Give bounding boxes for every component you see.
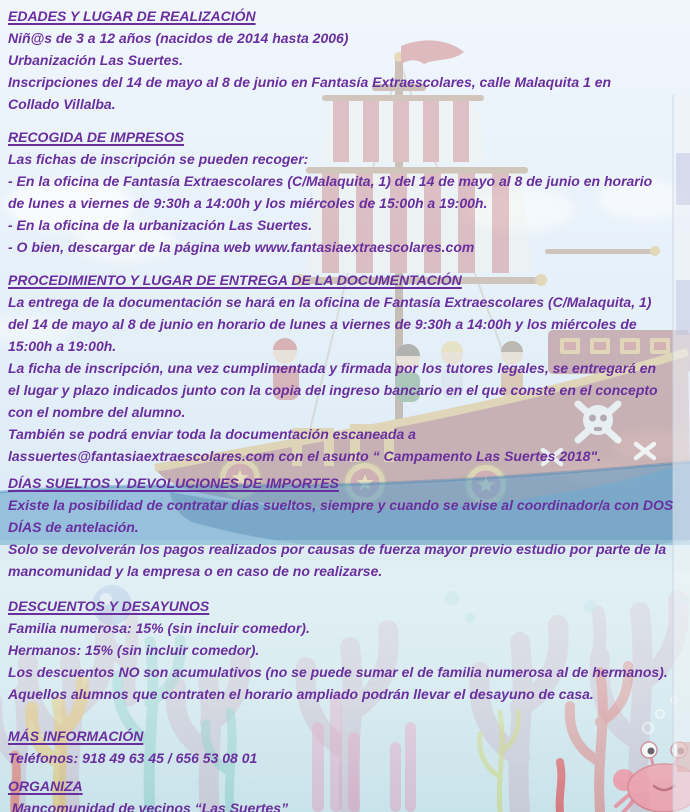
section-heading: MÁS INFORMACIÓN: [8, 728, 144, 744]
text-line: de lunes a viernes de 9:30h a 14:00h y los miércoles de 15:00h a 19:00h.: [8, 195, 488, 211]
section-mas-informacion: [8, 725, 682, 769]
section-heading: PROCEDIMIENTO Y LUGAR DE ENTREGA DE LA DOCUMENTACIÓN: [8, 272, 462, 288]
text-line: lassuertes@fantasiaextraescolares.com con el asunto “ Campamento Las Suertes 2018".: [8, 448, 601, 464]
text-line: con el nombre del alumno.: [8, 404, 186, 420]
text-line: Los descuentos NO son acumulativos (no se puede sumar el de familia numerosa al de hermanos).: [8, 664, 668, 680]
text-line: La entrega de la documentación se hará en la oficina de Fantasía Extraescolares (C/Malaquita, 1): [8, 294, 652, 310]
text-line: Hermanos: 15% (sin incluir comedor).: [8, 642, 260, 658]
text-line: - En la oficina de la urbanización Las Suertes.: [8, 217, 313, 233]
text-line: el lugar y plazo indicados junto con la copia del ingreso bancario en el que conste en el concepto: [8, 382, 658, 398]
text-line: Aquellos alumnos que contraten el horario ampliado podrán llevar el desayuno de casa.: [8, 686, 594, 702]
text-line: También se podrá enviar toda la documentación escaneada a: [8, 426, 416, 442]
text-line: Urbanización Las Suertes.: [8, 52, 184, 68]
section-recogida: [8, 126, 682, 258]
section-heading: EDADES Y LUGAR DE REALIZACIÓN: [8, 8, 256, 24]
section-procedimiento: [8, 269, 682, 467]
text-line: La ficha de inscripción, una vez cumplimentada y firmada por los tutores legales, se entregará en: [8, 360, 657, 376]
text-line: Familia numerosa: 15% (sin incluir comedor).: [8, 620, 310, 636]
text-line: del 14 de mayo al 8 de junio en horario de lunes a viernes de 9:30h a 14:00h y los miércoles de: [8, 316, 637, 332]
section-heading: DESCUENTOS Y DESAYUNOS: [8, 598, 210, 614]
section-edades: [8, 5, 682, 115]
text-line: - En la oficina de Fantasía Extraescolares (C/Malaquita, 1) del 14 de mayo al 8 de junio en horario: [8, 173, 653, 189]
text-line: DÍAS de antelación.: [8, 519, 139, 535]
section-heading: RECOGIDA DE IMPRESOS: [8, 129, 185, 145]
text-line: Existe la posibilidad de contratar días sueltos, siempre y cuando se avise al coordinador/a con DOS: [8, 497, 674, 513]
text-line: Solo se devolverán los pagos realizados por causas de fuerza mayor previo estudio por parte de la: [8, 541, 667, 557]
text-line: Las fichas de inscripción se pueden recoger:: [8, 151, 309, 167]
section-organiza: [8, 775, 682, 812]
section-dias-sueltos: [8, 472, 682, 582]
text-line: Collado Villalba.: [8, 96, 116, 112]
text-line: Teléfonos: 918 49 63 45 / 656 53 08 01: [8, 750, 258, 766]
text-line: Inscripciones del 14 de mayo al 8 de junio en Fantasía Extraescolares, calle Malaquita 1 en: [8, 74, 612, 90]
text-line: - O bien, descargar de la página web www.fantasiaextraescolares.com: [8, 239, 475, 255]
text-line: 15:00h a 19:00h.: [8, 338, 117, 354]
section-heading: ORGANIZA: [8, 778, 83, 794]
text-line: Mancomunidad de vecinos “Las Suertes”: [8, 800, 289, 812]
text-line: Niñ@s de 3 a 12 años (nacidos de 2014 hasta 2006): [8, 30, 349, 46]
text-line: mancomunidad y la empresa o en caso de no realizarse.: [8, 563, 383, 579]
section-descuentos: [8, 595, 682, 705]
section-heading: DÍAS SUELTOS Y DEVOLUCIONES DE IMPORTES: [8, 475, 339, 491]
